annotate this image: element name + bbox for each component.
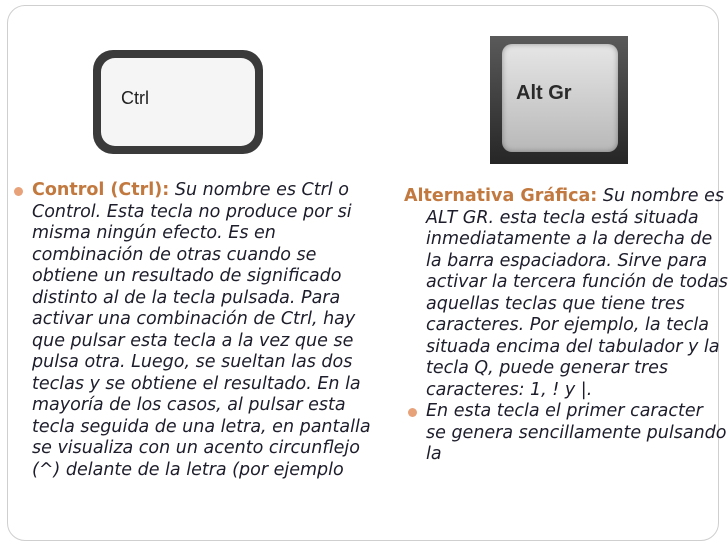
altgr-description [404, 186, 728, 546]
ctrl-description [14, 180, 374, 546]
altgr-desc: Su nombre es ALT GR. esta tecla está situada inmediatamente a la derecha de la barra espaciadora. Sirve para activar la tercera función de todas aquellas teclas que tiene tres caracteres. Por ejemplo, la tecla situada encima del tabulador y la tecla Q, puede generar tres caracteres: 1, ! y |. [426, 186, 728, 400]
ctrl-desc: Su nombre es Ctrl o Control. Esta tecla no produce por si misma ningún efecto. Es en combinación de otras cuando se obtiene un resultado de significado distinto al de la tecla pulsada. Para activar una combinación de Ctrl, hay que pulsar esta tecla a la vez que se pulsa otra. Luego, se sueltan las dos teclas y se obtiene el resultado. En la mayoría de los casos, al pulsar esta tecla seguida de una letra, en pantalla se visualiza con un acento circunflejo (^) delante de la letra (por ejemplo [32, 180, 371, 480]
bullet-icon [14, 187, 23, 196]
ctrl-bullet-item [14, 180, 374, 481]
bullet-icon [408, 408, 417, 417]
altgr-bullet2: En esta tecla el primer caracter se genera sencillamente pulsando la [426, 401, 727, 464]
altgr-key-label: Alt Gr [516, 82, 572, 104]
altgr-item [404, 186, 728, 401]
ctrl-key-image [93, 50, 263, 154]
altgr-term: Alternativa Gráfica: [404, 186, 598, 206]
ctrl-term: Control (Ctrl): [32, 180, 170, 200]
ctrl-key-cap [101, 58, 255, 146]
altgr-bullet-item [408, 401, 728, 466]
ctrl-key-label: Ctrl [121, 88, 149, 108]
altgr-key-cap [502, 44, 618, 152]
altgr-key-image [490, 36, 628, 164]
